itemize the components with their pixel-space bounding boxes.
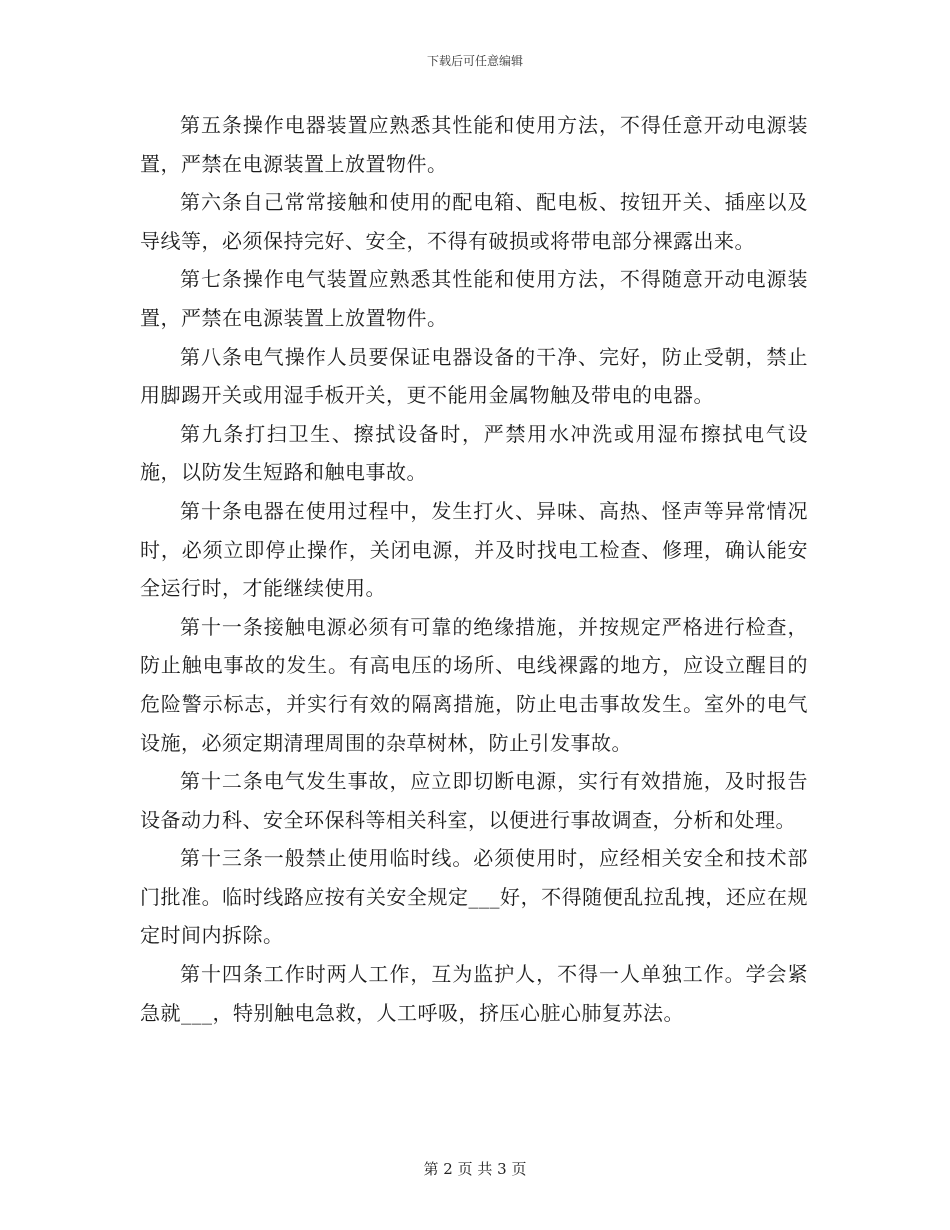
- article-6-paragraph: 第六条自己常常接触和使用的配电箱、配电板、按钮开关、插座以及导线等，必须保持完好、安全，不得有破损或将带电部分裸露出来。: [140, 190, 808, 253]
- article-7-paragraph: 第七条操作电气装置应熟悉其性能和使用方法，不得随意开动电源装置，严禁在电源装置上放置物件。: [140, 267, 808, 330]
- article-14-paragraph: 第十四条工作时两人工作，互为监护人，不得一人单独工作。学会紧急就___，特别触电急救，人工呼吸，挤压心脏心肺复苏法。: [140, 962, 808, 1025]
- article-8-paragraph: 第八条电气操作人员要保证电器设备的干净、完好，防止受朝，禁止用脚踢开关或用湿手板开关，更不能用金属物触及带电的电器。: [140, 344, 808, 408]
- article-11-paragraph: 第十一条接触电源必须有可靠的绝缘措施，并按规定严格进行检查，防止触电事故的发生。有高电压的场所、电线裸露的地方，应设立醒目的危险警示标志，并实行有效的隔离措施，防止电击事故发生。室外的电气设施，必须定期清理周围的杂草树林，防止引发事故。: [140, 614, 808, 755]
- article-10-paragraph: 第十条电器在使用过程中，发生打火、异味、高热、怪声等异常情况时，必须立即停止操作，关闭电源，并及时找电工检查、修理，确认能安全运行时，才能继续使用。: [140, 498, 808, 601]
- page-header-note: 下载后可任意编辑: [426, 54, 523, 68]
- page-number-footer: 第 2 页 共 3 页: [423, 1160, 527, 1178]
- document-body: [140, 106, 808, 1032]
- article-13-paragraph: 第十三条一般禁止使用临时线。必须使用时，应经相关安全和技术部门批准。临时线路应按有关安全规定___好，不得随便乱拉乱拽，还应在规定时间内拆除。: [140, 846, 808, 948]
- article-5-paragraph: 第五条操作电器装置应熟悉其性能和使用方法，不得任意开动电源装置，严禁在电源装置上放置物件。: [140, 113, 808, 176]
- article-12-paragraph: 第十二条电气发生事故，应立即切断电源，实行有效措施，及时报告设备动力科、安全环保科等相关科室，以便进行事故调查，分析和处理。: [140, 769, 808, 832]
- article-9-paragraph: 第九条打扫卫生、擦拭设备时，严禁用水冲洗或用湿布擦拭电气设施，以防发生短路和触电事故。: [140, 421, 808, 485]
